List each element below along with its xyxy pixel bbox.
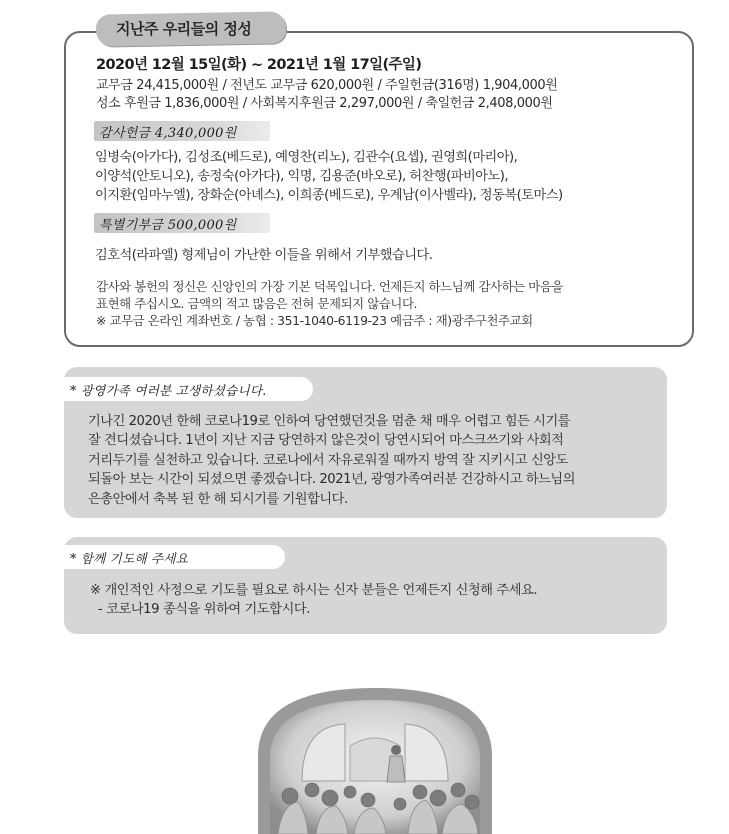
special-donation-text: 김호석(라파엘) 형제님이 가난한 이들을 위해서 기부했습니다. xyxy=(95,248,433,263)
thanks-names-line: 이지환(임마누엘), 장화순(아녜스), 이희종(베드로), 우계남(이사벨라), 정동복(토마스) xyxy=(95,188,563,203)
special-donation-tag-text: 특별기부금 500,000원 xyxy=(99,218,237,233)
offering-line-1: 교무금 24,415,000원 / 전년도 교무금 620,000원 / 주일헌금(316명) 1,904,000원 xyxy=(96,78,558,93)
church-crowd-illustration xyxy=(250,686,500,834)
offering-line-2: 성소 후원금 1,836,000원 / 사회복지후원금 2,297,000원 / 축일헌금 2,408,000원 xyxy=(96,96,553,111)
offering-tab-title: 지난주 우리들의 정성 xyxy=(116,20,252,38)
thanks-names-line: 이양석(안토니오), 송정숙(아가다), 익명, 김용준(바오로), 허찬행(파비아노), xyxy=(95,169,509,184)
offering-note-line: 감사와 봉헌의 정신은 신앙인의 가장 기본 덕목입니다. 언제든지 하느님께 감사하는 마음을 xyxy=(96,279,563,294)
account-info-line: ※ 교무금 온라인 계좌번호 / 농협 : 351-1040-6119-23 예금주 : 재)광주구천주교회 xyxy=(96,313,533,328)
paragraph-line: 거리두기를 실천하고 있습니다. 코로나에서 자유로워질 때까지 방역 잘 지키시고 신앙도 xyxy=(88,452,568,468)
thanks-names-line: 임병숙(아가다), 김성조(베드로), 예영찬(리노), 김관수(요셉), 권영희(마리아), xyxy=(95,150,518,165)
thanks-paragraph xyxy=(88,412,660,509)
offering-note-line: 표현해 주십시오. 금액의 적고 많음은 전혀 문제되지 않습니다. xyxy=(96,296,418,311)
offering-period: 2020년 12월 15일(화) ~ 2021년 1월 17일(주일) xyxy=(96,57,422,73)
thanks-panel-title: * 광영가족 여러분 고생하셨습니다. xyxy=(70,383,267,398)
paragraph-line: 되돌아 보는 시간이 되셨으면 좋겠습니다. 2021년, 광영가족여러분 건강하시고 하느님의 xyxy=(88,472,576,488)
paragraph-line: 은총안에서 축복 된 한 해 되시기를 기원합니다. xyxy=(88,491,348,507)
prayer-line-1: ※ 개인적인 사정으로 기도를 필요로 하시는 신자 분들은 언제든지 신청해 주세요. xyxy=(90,583,538,598)
paragraph-line: 기나긴 2020년 한해 코로나19로 인하여 당연했던것을 멈춘 채 매우 어렵고 힘든 시기를 xyxy=(88,414,571,429)
thanks-offering-tag-text: 감사헌금 4,340,000원 xyxy=(99,126,237,141)
paragraph-line: 잘 견디셨습니다. 1년이 지난 지금 당연하지 않은것이 당연시되어 마스크쓰기와 사회적 xyxy=(88,433,564,449)
prayer-line-2: - 코로나19 종식을 위하여 기도합시다. xyxy=(98,602,311,617)
prayer-panel-title: * 함께 기도해 주세요 xyxy=(70,551,189,566)
